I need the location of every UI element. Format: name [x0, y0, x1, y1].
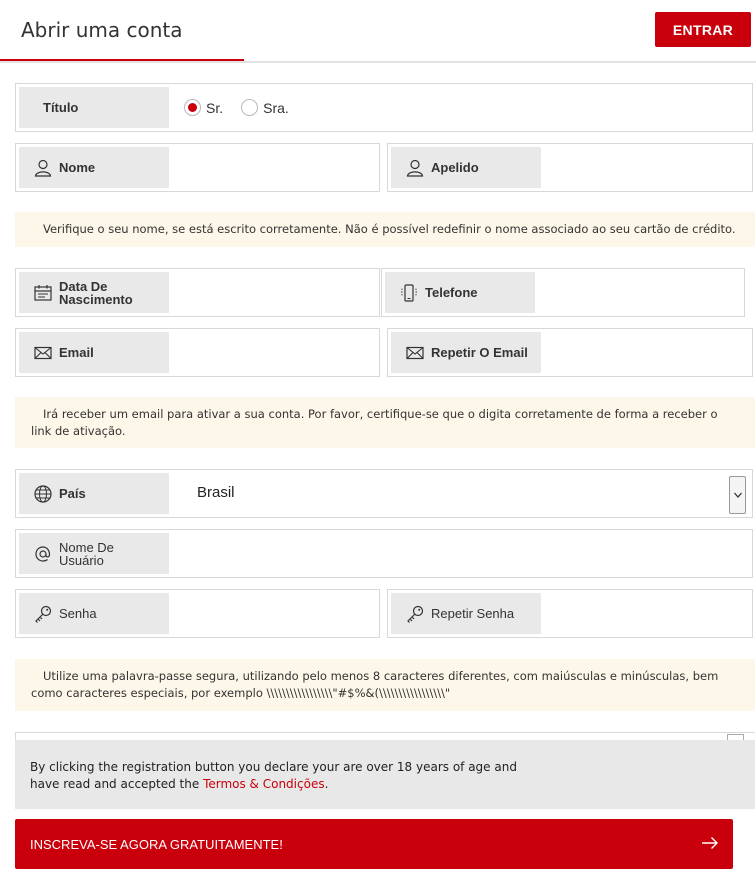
country-select-value: Brasil	[197, 484, 235, 501]
phone-field	[381, 268, 745, 317]
birth-date-input[interactable]	[174, 273, 375, 312]
repeat-email-input[interactable]	[546, 333, 748, 372]
repeat-password-input[interactable]	[546, 594, 748, 633]
first-name-field	[15, 143, 380, 192]
register-button[interactable]	[15, 819, 733, 869]
phone-label: Telefone	[385, 272, 535, 313]
repeat-email-label: Repetir O Email	[391, 332, 541, 373]
first-name-label: Nome	[19, 147, 169, 188]
globe-icon	[33, 484, 53, 504]
last-name-field	[387, 143, 753, 192]
user-icon	[405, 158, 425, 178]
key-icon	[405, 604, 425, 624]
page-title: Abrir uma conta	[21, 18, 183, 42]
key-icon	[33, 604, 53, 624]
at-sign-icon	[33, 544, 53, 564]
phone-icon	[399, 283, 419, 303]
envelope-icon	[33, 343, 53, 363]
phone-input[interactable]	[540, 273, 740, 312]
radio-sr-label: Sr.	[206, 99, 224, 116]
radio-sra[interactable]	[241, 99, 289, 116]
username-input[interactable]	[174, 534, 748, 573]
email-field	[15, 328, 380, 377]
terms-line-1: By clicking the registration button you declare your are over 18 years of age and	[30, 760, 517, 774]
radio-sra-circle[interactable]	[241, 99, 258, 116]
chevron-down-icon[interactable]	[729, 476, 746, 514]
login-button[interactable]: ENTRAR	[655, 12, 751, 47]
email-note: Irá receber um email para ativar a sua conta. Por favor, certifique-se que o digita corretamente de forma a receber o link de ativação.	[15, 397, 755, 448]
title-field	[15, 83, 753, 132]
title-label: Título	[19, 87, 169, 128]
birth-date-field	[15, 268, 380, 317]
terms-box	[15, 740, 755, 809]
arrow-right-icon	[701, 834, 719, 852]
repeat-password-field	[387, 589, 753, 638]
user-icon	[33, 158, 53, 178]
repeat-password-label: Repetir Senha	[391, 593, 541, 634]
last-name-label: Apelido	[391, 147, 541, 188]
country-select[interactable]	[174, 470, 752, 517]
username-label: Nome De Usuário	[19, 533, 169, 574]
repeat-email-field	[387, 328, 753, 377]
radio-sra-label: Sra.	[263, 99, 289, 116]
password-input[interactable]	[174, 594, 375, 633]
password-note: Utilize uma palavra-passe segura, utilizando pelo menos 8 caracteres diferentes, com maiúsculas e minúsculas, bem como caracteres especiais, por exemplo \\\\\\\\\\\\\\\\\"#$%&(\\\\\\\\\\\\\\\\\"	[15, 659, 755, 711]
terms-line-2: have read and accepted the Termos & Condições.	[30, 777, 329, 791]
header-divider	[0, 61, 756, 63]
email-input[interactable]	[174, 333, 375, 372]
calendar-icon	[33, 283, 53, 303]
terms-link[interactable]: Termos & Condições	[203, 777, 325, 791]
envelope-icon	[405, 343, 425, 363]
email-label: Email	[19, 332, 169, 373]
birth-date-label: Data De Nascimento	[19, 272, 169, 313]
password-label: Senha	[19, 593, 169, 634]
name-note: Verifique o seu nome, se está escrito corretamente. Não é possível redefinir o nome associado ao seu cartão de crédito.	[15, 212, 755, 247]
title-options	[184, 99, 289, 116]
page-header	[0, 0, 756, 62]
country-label: País	[19, 473, 169, 514]
radio-sr[interactable]	[184, 99, 223, 116]
last-name-input[interactable]	[546, 148, 748, 187]
password-field	[15, 589, 380, 638]
radio-sr-circle[interactable]	[184, 99, 201, 116]
terms-checkbox-row	[15, 732, 755, 740]
register-button-label: INSCREVA-SE AGORA GRATUITAMENTE!	[30, 836, 283, 852]
username-field	[15, 529, 753, 578]
first-name-input[interactable]	[174, 148, 375, 187]
country-field	[15, 469, 753, 518]
